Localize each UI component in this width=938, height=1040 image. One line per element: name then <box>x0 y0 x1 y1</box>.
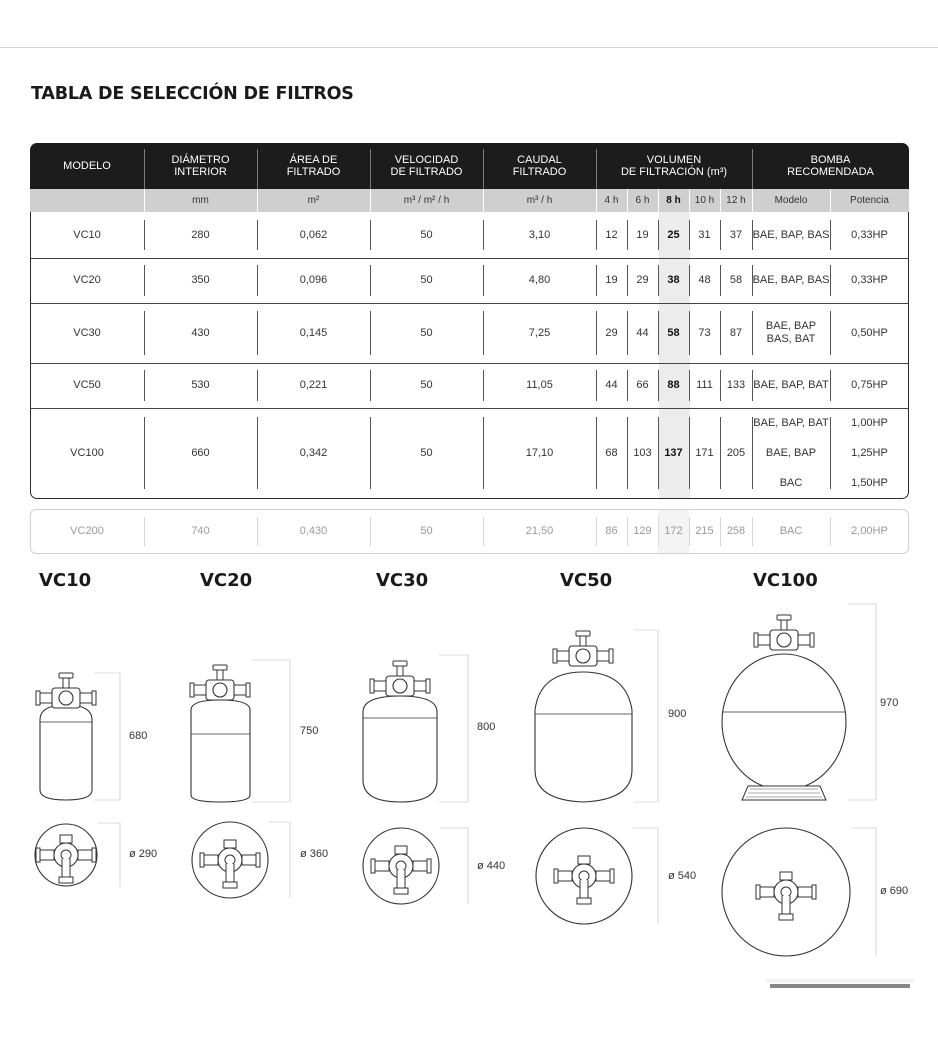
cell-potencia-3: 1,50HP <box>851 476 888 489</box>
cell-v8: 137 <box>664 446 683 459</box>
cell-v4: 44 <box>605 379 618 391</box>
cell-bomba: BAE, BAP BAS, BAT <box>765 320 817 345</box>
cell-diam: 660 <box>191 446 210 459</box>
filter-top-icon <box>35 824 97 886</box>
cell-potencia: 0,33HP <box>851 274 888 286</box>
table-row <box>30 303 909 363</box>
cell-model: VC20 <box>73 274 101 286</box>
cell-potencia: 0,75HP <box>851 379 888 391</box>
unit-10h: 10 h <box>694 195 715 206</box>
header-velocidad: VELOCIDAD DE FILTRADO <box>390 154 463 178</box>
filter-side-icon <box>535 631 632 802</box>
diameter-vc20: ø 360 <box>300 848 329 860</box>
cell-v6: 44 <box>636 326 649 339</box>
unit-velocity: m³ / m² / h <box>403 195 450 206</box>
drawing-title-vc100: VC100 <box>753 570 818 591</box>
header-volumen: VOLUMEN DE FILTRACIÓN (m³) <box>620 154 728 178</box>
cell-v8: 25 <box>667 228 680 241</box>
cell-v10: 171 <box>695 446 714 459</box>
drawing-title-vc30: VC30 <box>376 570 429 591</box>
cell-v12: 205 <box>726 446 746 459</box>
cell-v6: 103 <box>633 446 652 459</box>
cell-vel: 50 <box>420 274 433 286</box>
cell-area: 0,430 <box>299 525 328 537</box>
cell-caudal: 7,25 <box>528 326 551 339</box>
cell-vel: 50 <box>420 228 433 241</box>
cell-model: VC100 <box>70 446 104 459</box>
table-row <box>30 258 909 303</box>
cell-v8: 88 <box>667 379 680 391</box>
height-vc30: 800 <box>477 721 496 733</box>
header-diametro: DIÁMETRO INTERIOR <box>171 154 230 178</box>
header-caudal: CAUDAL FILTRADO <box>512 154 567 178</box>
cell-v10: 73 <box>698 326 711 339</box>
cell-vel: 50 <box>420 525 433 537</box>
cell-v6: 66 <box>636 379 649 391</box>
unit-potencia: Potencia <box>850 195 889 206</box>
header-modelo: MODELO <box>63 160 111 172</box>
cell-v12: 58 <box>729 274 743 286</box>
cell-diam: 740 <box>191 525 210 537</box>
filter-side-icon <box>722 615 846 800</box>
cell-v8: 38 <box>667 274 680 286</box>
cell-vel: 50 <box>420 326 433 339</box>
cell-diam: 430 <box>191 326 210 339</box>
cell-v10: 31 <box>698 228 711 241</box>
drawing-title-vc20: VC20 <box>200 570 253 591</box>
cell-v10: 48 <box>698 274 711 286</box>
top-divider <box>0 47 938 48</box>
cell-bomba-2: BAE, BAP <box>765 446 817 459</box>
cell-area: 0,096 <box>299 274 328 286</box>
cell-v10: 111 <box>696 379 713 391</box>
cell-vel: 50 <box>420 446 433 459</box>
diameter-vc50: ø 540 <box>668 870 697 882</box>
table-row <box>30 408 909 498</box>
unit-12h: 12 h <box>726 195 746 206</box>
filter-side-icon <box>36 673 96 800</box>
filter-top-icon <box>536 828 632 924</box>
cell-diam: 530 <box>191 379 210 391</box>
cell-caudal: 17,10 <box>525 446 554 459</box>
unit-mm: mm <box>192 195 209 206</box>
unit-4h: 4 h <box>604 195 619 206</box>
cell-model: VC50 <box>73 379 101 391</box>
unit-8h: 8 h <box>666 195 681 206</box>
cell-potencia-1: 1,00HP <box>851 416 888 429</box>
cell-bomba: BAC <box>779 525 803 537</box>
diameter-vc10: ø 290 <box>129 848 158 860</box>
filter-top-icon <box>192 822 268 898</box>
table-header <box>30 143 909 189</box>
cell-diam: 280 <box>191 228 210 241</box>
height-vc10: 680 <box>129 730 148 742</box>
unit-m2: m² <box>307 195 320 206</box>
cell-v12: 133 <box>726 379 746 391</box>
header-bomba: BOMBA RECOMENDADA <box>787 154 874 178</box>
diameter-vc30: ø 440 <box>477 860 506 872</box>
cell-v4: 68 <box>605 446 618 459</box>
unit-flow: m³ / h <box>526 195 553 206</box>
header-area: ÁREA DE FILTRADO <box>286 154 341 178</box>
cell-vel: 50 <box>420 379 433 391</box>
height-vc100: 970 <box>880 697 899 709</box>
cell-model: VC10 <box>73 228 101 241</box>
cell-bomba-1: BAE, BAP, BAT <box>753 416 829 429</box>
filter-drawings <box>0 560 938 1000</box>
unit-6h: 6 h <box>635 195 650 206</box>
cell-v4: 12 <box>605 228 618 241</box>
table-row-vc200 <box>30 509 909 554</box>
cell-v12: 87 <box>729 326 743 339</box>
table-row <box>30 363 909 408</box>
filter-side-icon <box>190 665 250 802</box>
cell-v6: 129 <box>633 525 652 537</box>
cell-bomba-3: BAC <box>779 476 803 489</box>
watermark <box>766 977 914 989</box>
cell-v4: 29 <box>605 326 618 339</box>
units-row <box>30 189 909 212</box>
diameter-vc100: ø 690 <box>880 885 909 897</box>
table-body <box>30 212 909 499</box>
cell-model: VC200 <box>70 525 104 537</box>
cell-area: 0,221 <box>299 379 328 391</box>
filter-top-icon <box>363 828 439 904</box>
cell-v6: 19 <box>636 228 649 241</box>
cell-v6: 29 <box>636 274 649 286</box>
unit-bomba-modelo: Modelo <box>774 195 808 206</box>
table-row <box>30 212 909 258</box>
page-title: TABLA DE SELECCIÓN DE FILTROS <box>31 84 354 104</box>
cell-potencia-2: 1,25HP <box>851 446 888 459</box>
cell-v12: 258 <box>726 525 746 537</box>
cell-model: VC30 <box>73 326 101 339</box>
cell-area: 0,342 <box>299 446 328 459</box>
cell-v4: 86 <box>605 525 618 537</box>
cell-bomba: BAE, BAP, BAT <box>753 379 829 391</box>
cell-potencia: 2,00HP <box>851 525 888 537</box>
drawing-title-vc50: VC50 <box>560 570 613 591</box>
cell-bomba: BAE, BAP, BAS <box>752 274 830 286</box>
filter-side-icon <box>363 661 437 802</box>
cell-diam: 350 <box>191 274 210 286</box>
cell-caudal: 21,50 <box>525 525 554 537</box>
cell-caudal: 3,10 <box>528 228 551 241</box>
drawing-title-vc10: VC10 <box>39 570 92 591</box>
cell-v4: 19 <box>605 274 618 286</box>
cell-v8: 172 <box>664 525 683 537</box>
cell-bomba: BAE, BAP, BAS <box>752 228 830 241</box>
cell-potencia: 0,33HP <box>851 228 888 241</box>
cell-v12: 37 <box>729 228 743 241</box>
filter-top-icon <box>722 828 850 956</box>
height-vc20: 750 <box>300 725 319 737</box>
height-vc50: 900 <box>668 708 687 720</box>
cell-caudal: 4,80 <box>528 274 551 286</box>
cell-v10: 215 <box>695 525 714 537</box>
cell-v8: 58 <box>667 326 680 339</box>
cell-caudal: 11,05 <box>526 379 553 391</box>
cell-potencia: 0,50HP <box>851 326 888 339</box>
cell-area: 0,062 <box>299 228 328 241</box>
cell-area: 0,145 <box>299 326 328 339</box>
